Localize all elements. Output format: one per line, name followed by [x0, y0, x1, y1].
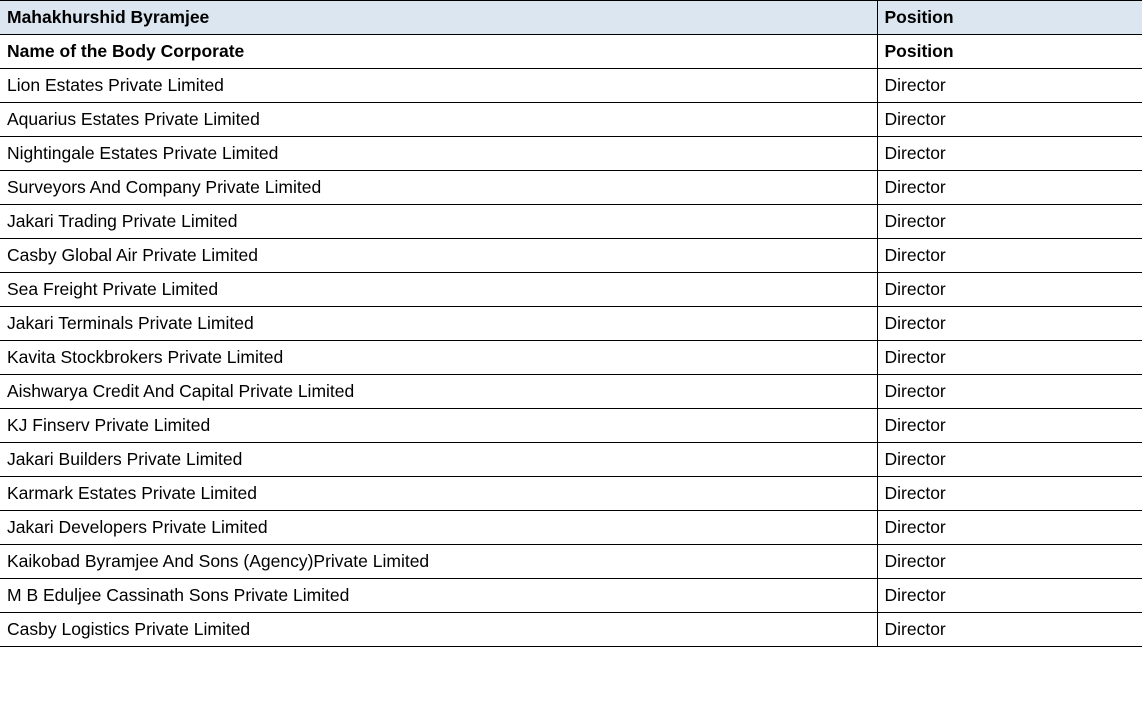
body-corporate-position: Director — [877, 545, 1142, 579]
body-corporate-name: Surveyors And Company Private Limited — [0, 171, 877, 205]
table-row — [0, 239, 1142, 273]
table-row — [0, 103, 1142, 137]
table-row — [0, 69, 1142, 103]
column-header-position: Position — [877, 35, 1142, 69]
table-row — [0, 171, 1142, 205]
body-corporate-name: Sea Freight Private Limited — [0, 273, 877, 307]
table-row — [0, 409, 1142, 443]
table-row — [0, 613, 1142, 647]
table-row — [0, 341, 1142, 375]
body-corporate-name: Lion Estates Private Limited — [0, 69, 877, 103]
body-corporate-name: Jakari Developers Private Limited — [0, 511, 877, 545]
body-corporate-name: M B Eduljee Cassinath Sons Private Limited — [0, 579, 877, 613]
table-row — [0, 205, 1142, 239]
body-corporate-position: Director — [877, 341, 1142, 375]
table-row — [0, 443, 1142, 477]
table-row — [0, 545, 1142, 579]
table-row — [0, 579, 1142, 613]
body-corporate-position: Director — [877, 137, 1142, 171]
body-corporate-position: Director — [877, 375, 1142, 409]
body-corporate-name: Kaikobad Byramjee And Sons (Agency)Private Limited — [0, 545, 877, 579]
body-corporate-position: Director — [877, 409, 1142, 443]
body-corporate-position: Director — [877, 613, 1142, 647]
person-name-cell: Mahakhurshid Byramjee — [0, 1, 877, 35]
body-corporate-position: Director — [877, 239, 1142, 273]
table-body — [0, 1, 1142, 647]
table-row — [0, 375, 1142, 409]
table-row — [0, 273, 1142, 307]
body-corporate-name: Casby Logistics Private Limited — [0, 613, 877, 647]
person-position-header-cell: Position — [877, 1, 1142, 35]
table-row — [0, 511, 1142, 545]
body-corporate-position: Director — [877, 443, 1142, 477]
body-corporate-name: KJ Finserv Private Limited — [0, 409, 877, 443]
column-header-row — [0, 35, 1142, 69]
body-corporate-name: Jakari Terminals Private Limited — [0, 307, 877, 341]
body-corporate-position: Director — [877, 171, 1142, 205]
table-row — [0, 137, 1142, 171]
body-corporate-position: Director — [877, 511, 1142, 545]
body-corporate-name: Jakari Builders Private Limited — [0, 443, 877, 477]
body-corporate-name: Nightingale Estates Private Limited — [0, 137, 877, 171]
body-corporate-position: Director — [877, 103, 1142, 137]
body-corporate-position: Director — [877, 273, 1142, 307]
body-corporate-name: Kavita Stockbrokers Private Limited — [0, 341, 877, 375]
body-corporate-name: Aquarius Estates Private Limited — [0, 103, 877, 137]
body-corporate-name: Karmark Estates Private Limited — [0, 477, 877, 511]
body-corporate-name: Casby Global Air Private Limited — [0, 239, 877, 273]
table-row — [0, 307, 1142, 341]
column-header-name: Name of the Body Corporate — [0, 35, 877, 69]
body-corporate-position: Director — [877, 69, 1142, 103]
table-row — [0, 477, 1142, 511]
body-corporate-position: Director — [877, 205, 1142, 239]
body-corporate-position: Director — [877, 477, 1142, 511]
body-corporate-position: Director — [877, 579, 1142, 613]
body-corporate-position: Director — [877, 307, 1142, 341]
person-header-row — [0, 1, 1142, 35]
body-corporate-name: Aishwarya Credit And Capital Private Limited — [0, 375, 877, 409]
body-corporate-name: Jakari Trading Private Limited — [0, 205, 877, 239]
